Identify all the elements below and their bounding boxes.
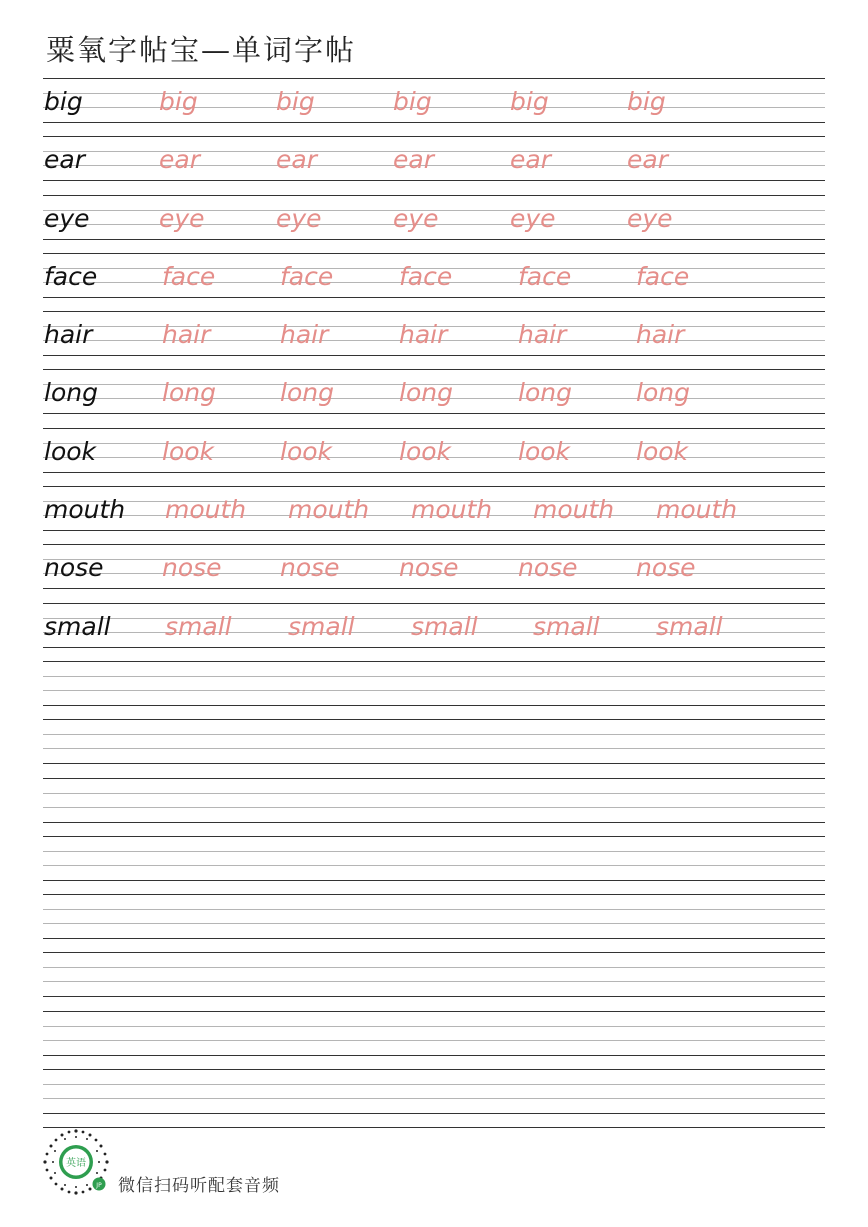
- practice-row: [43, 311, 825, 369]
- ruled-line: [43, 1069, 825, 1070]
- ruled-line: [43, 413, 825, 414]
- ruled-line: [43, 136, 825, 137]
- ruled-line: [43, 1127, 825, 1128]
- ruled-line: [43, 793, 825, 794]
- trace-word: mouth: [288, 495, 370, 525]
- model-word: hair: [44, 320, 93, 350]
- ruled-line: [43, 253, 825, 254]
- ruled-line: [43, 647, 825, 648]
- practice-row: [43, 136, 825, 194]
- trace-word: long: [280, 378, 334, 408]
- ruled-line: [43, 763, 825, 764]
- qr-badge-label: 英语: [66, 1158, 86, 1169]
- trace-word: face: [636, 261, 690, 291]
- trace-word: nose: [636, 553, 696, 583]
- ruled-line: [43, 909, 825, 910]
- trace-word: big: [627, 87, 666, 116]
- trace-word: small: [165, 611, 232, 641]
- trace-word: face: [518, 261, 572, 291]
- ruled-line: [43, 894, 825, 895]
- ruled-line: [43, 122, 825, 123]
- ruled-line: [43, 369, 825, 370]
- model-word: ear: [44, 145, 85, 175]
- practice-row: [43, 486, 825, 544]
- trace-word: mouth: [533, 495, 615, 525]
- ruled-line: [43, 748, 825, 749]
- ruled-line: [43, 472, 825, 473]
- empty-practice-row: [43, 1069, 825, 1127]
- ruled-line: [43, 661, 825, 662]
- model-word: small: [44, 611, 111, 641]
- trace-word: eye: [510, 203, 556, 233]
- trace-word: mouth: [656, 495, 738, 525]
- ruled-line: [43, 1040, 825, 1041]
- ruled-line: [43, 967, 825, 968]
- ruled-line: [43, 1026, 825, 1027]
- trace-word: ear: [510, 145, 551, 175]
- trace-word: ear: [627, 145, 668, 175]
- practice-row: [43, 253, 825, 311]
- trace-word: big: [510, 87, 549, 116]
- ruled-line: [43, 880, 825, 881]
- model-word: nose: [44, 553, 104, 583]
- practice-row: [43, 428, 825, 486]
- ruled-line: [43, 428, 825, 429]
- qr-code-icon[interactable]: [41, 1127, 111, 1197]
- empty-practice-row: [43, 719, 825, 777]
- practice-row: [43, 369, 825, 427]
- ruled-line: [43, 530, 825, 531]
- trace-word: nose: [399, 553, 459, 583]
- ruled-line: [43, 836, 825, 837]
- trace-word: big: [159, 87, 198, 116]
- ruled-line: [43, 865, 825, 866]
- trace-word: face: [280, 261, 334, 291]
- empty-practice-row: [43, 778, 825, 836]
- ruled-line: [43, 78, 825, 79]
- ruled-line: [43, 1098, 825, 1099]
- trace-word: hair: [636, 320, 685, 350]
- trace-word: look: [280, 436, 333, 466]
- trace-word: face: [399, 261, 453, 291]
- trace-word: nose: [162, 553, 222, 583]
- trace-word: nose: [518, 553, 578, 583]
- trace-word: nose: [280, 553, 340, 583]
- trace-word: eye: [159, 203, 205, 233]
- ruled-line: [43, 588, 825, 589]
- ruled-line: [43, 486, 825, 487]
- ruled-line: [43, 981, 825, 982]
- ruled-line: [43, 1084, 825, 1085]
- trace-word: small: [656, 611, 723, 641]
- ruled-line: [43, 996, 825, 997]
- trace-word: eye: [627, 203, 673, 233]
- empty-practice-row: [43, 1011, 825, 1069]
- page-title: 粟氧字帖宝—单词字帖: [46, 33, 357, 67]
- ruled-line: [43, 719, 825, 720]
- ruled-line: [43, 603, 825, 604]
- empty-practice-row: [43, 836, 825, 894]
- ruled-line: [43, 1011, 825, 1012]
- trace-word: small: [288, 611, 355, 641]
- model-word: mouth: [44, 495, 126, 525]
- ruled-line: [43, 690, 825, 691]
- ruled-line: [43, 734, 825, 735]
- ruled-line: [43, 180, 825, 181]
- model-word: big: [44, 87, 83, 116]
- trace-word: ear: [276, 145, 317, 175]
- trace-word: eye: [393, 203, 439, 233]
- ruled-line: [43, 938, 825, 939]
- trace-word: eye: [276, 203, 322, 233]
- trace-word: long: [162, 378, 216, 408]
- trace-word: look: [162, 436, 215, 466]
- empty-practice-row: [43, 952, 825, 1010]
- trace-word: mouth: [165, 495, 247, 525]
- model-word: long: [44, 378, 98, 408]
- trace-word: hair: [162, 320, 211, 350]
- ruled-line: [43, 311, 825, 312]
- trace-word: small: [411, 611, 478, 641]
- model-word: face: [44, 261, 98, 291]
- ruled-line: [43, 952, 825, 953]
- ruled-line: [43, 195, 825, 196]
- practice-row: [43, 78, 825, 136]
- empty-practice-row: [43, 894, 825, 952]
- trace-word: big: [393, 87, 432, 116]
- trace-word: ear: [159, 145, 200, 175]
- practice-row: [43, 544, 825, 602]
- ruled-line: [43, 923, 825, 924]
- trace-word: small: [533, 611, 600, 641]
- trace-word: long: [636, 378, 690, 408]
- trace-word: mouth: [411, 495, 493, 525]
- ruled-line: [43, 807, 825, 808]
- ruled-line: [43, 297, 825, 298]
- trace-word: look: [399, 436, 452, 466]
- ruled-line: [43, 676, 825, 677]
- ruled-line: [43, 778, 825, 779]
- ruled-line: [43, 851, 825, 852]
- practice-row: [43, 195, 825, 253]
- trace-word: look: [518, 436, 571, 466]
- model-word: eye: [44, 203, 90, 233]
- trace-word: look: [636, 436, 689, 466]
- trace-word: hair: [280, 320, 329, 350]
- practice-sheet: [43, 78, 825, 1128]
- ruled-line: [43, 544, 825, 545]
- trace-word: long: [518, 378, 572, 408]
- ruled-line: [43, 355, 825, 356]
- practice-row: [43, 603, 825, 661]
- scan-caption: 微信扫码听配套音频: [118, 1176, 280, 1196]
- trace-word: big: [276, 87, 315, 116]
- ruled-line: [43, 705, 825, 706]
- ruled-line: [43, 1113, 825, 1114]
- ruled-line: [43, 822, 825, 823]
- trace-word: hair: [399, 320, 448, 350]
- qr-small-badge-label: JP: [96, 1182, 102, 1189]
- model-word: look: [44, 436, 97, 466]
- trace-word: ear: [393, 145, 434, 175]
- trace-word: hair: [518, 320, 567, 350]
- empty-practice-row: [43, 661, 825, 719]
- ruled-line: [43, 239, 825, 240]
- trace-word: face: [162, 261, 216, 291]
- trace-word: long: [399, 378, 453, 408]
- ruled-line: [43, 1055, 825, 1056]
